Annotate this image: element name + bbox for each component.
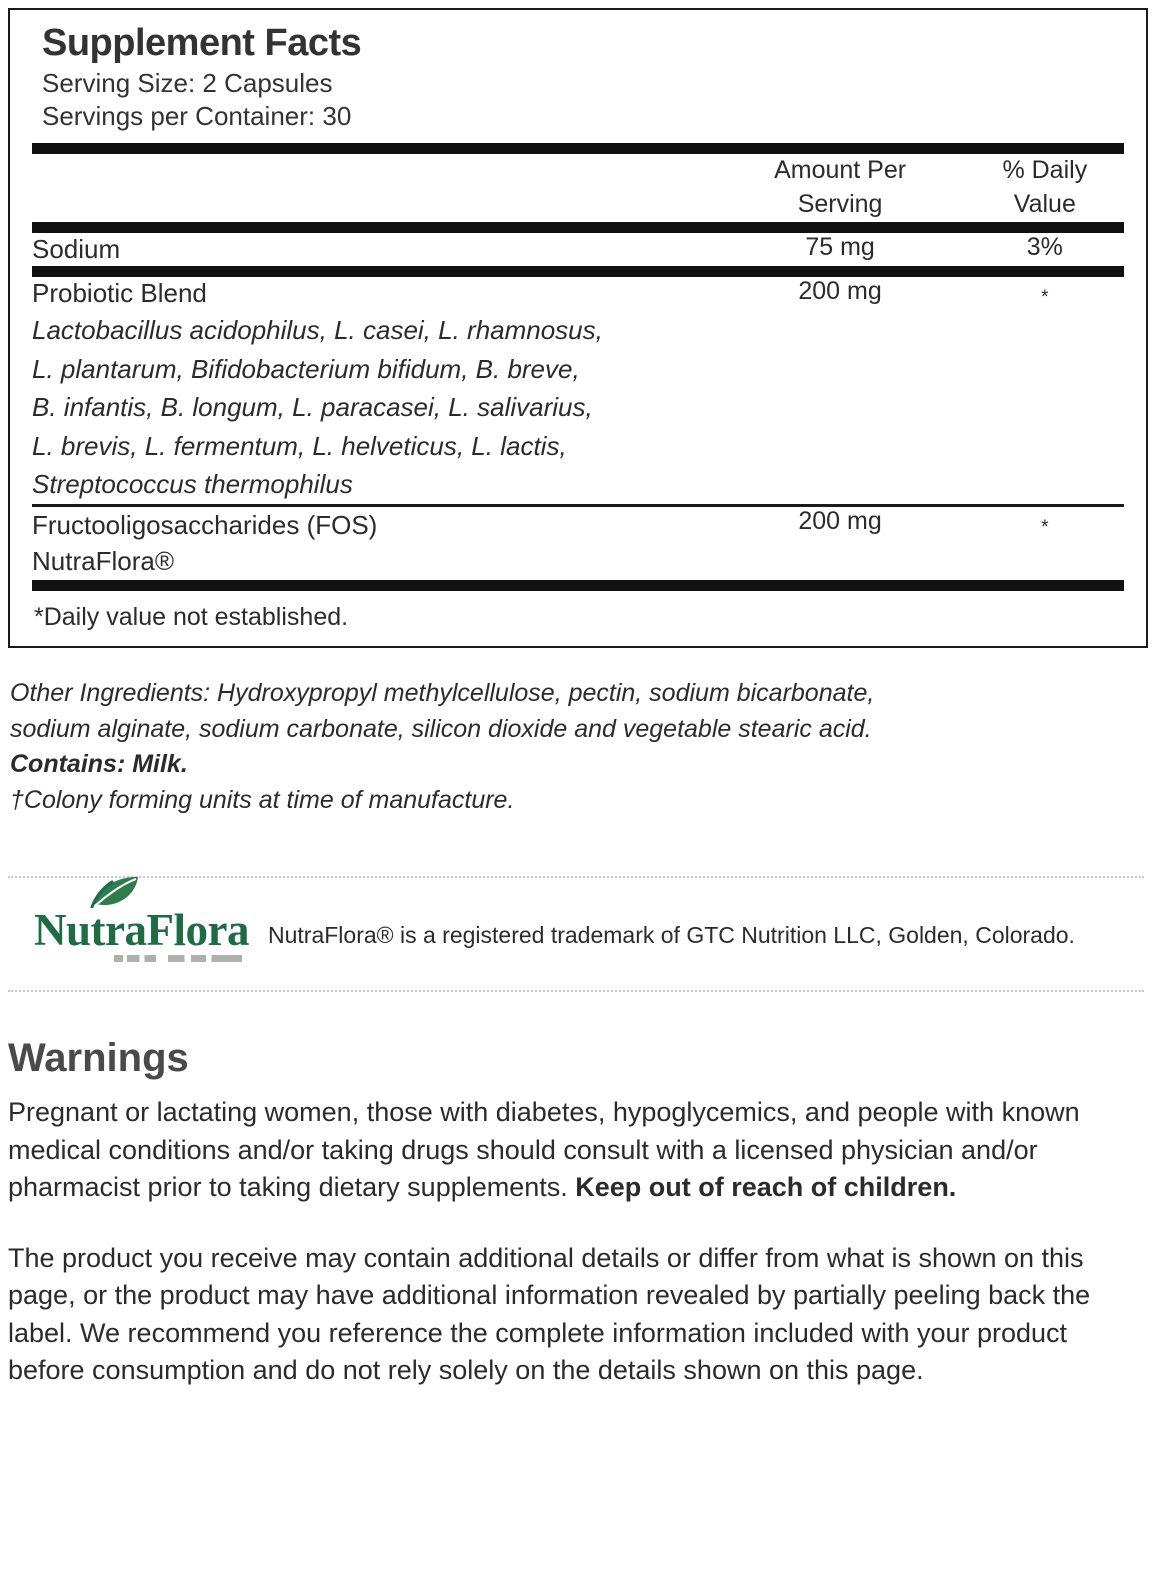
nutraflora-wordmark: NutraFlora (34, 905, 249, 956)
serving-size: Serving Size: 2 Capsules (42, 67, 333, 98)
allergen-contains: Contains: Milk. (10, 750, 188, 779)
warnings-paragraph-2: The product you receive may contain additional details or differ from what is shown on this page, or the product may have additional information revealed by partially peeling back the label. We recommend you reference the complete information included with your product before consumption and do not rely solely on the details shown on this page. (8, 1243, 1091, 1385)
supplement-facts-panel (8, 8, 1148, 648)
supplement-facts-title: Supplement Facts (42, 22, 362, 64)
probiotic-blend-name: Probiotic Blend (32, 278, 207, 309)
fos-row-table (32, 507, 1124, 581)
table-row (32, 277, 1124, 503)
servings-per-container: Servings per Container: 30 (42, 100, 352, 131)
daily-value-footnote: *Daily value not established. (34, 603, 349, 632)
other-ingredients-section (10, 676, 1144, 818)
strain-line: L. plantarum, Bifidobacterium bifidum, B. breve, (32, 353, 580, 384)
nutraflora-tagline (114, 955, 242, 962)
nutraflora-logo (34, 905, 249, 962)
strain-line: L. brevis, L. fermentum, L. helveticus, L. lactis, (32, 430, 567, 461)
nutrient-name: Sodium (32, 233, 121, 264)
divider-below-trademark (8, 990, 1144, 992)
fos-amount: 200 mg (798, 506, 882, 535)
rule-thick-bottom (32, 580, 1124, 591)
fos-name-cell (32, 507, 715, 581)
rule-thick-under-sodium (32, 266, 1124, 277)
header-spacer (32, 154, 715, 222)
warnings-heading: Warnings (8, 1036, 189, 1081)
warnings-section (0, 1036, 1158, 1389)
header-amount-line1: Amount Per (774, 156, 907, 185)
other-ingredients-line1: Other Ingredients: Hydroxypropyl methylcellulose, pectin, sodium bicarbonate, (10, 679, 875, 708)
header-amount-per-serving (715, 154, 966, 222)
warnings-paragraph-1 (8, 1094, 1142, 1206)
fos-name-line2: NutraFlora® (32, 546, 174, 577)
leaf-icon (90, 874, 142, 908)
table-header-row (32, 154, 1124, 222)
supplement-facts-table (32, 154, 1124, 222)
nutrient-rows-table (32, 233, 1124, 267)
table-row (32, 233, 1124, 267)
rule-thick-top (32, 143, 1124, 154)
trademark-text: NutraFlora® is a registered trademark of GTC Nutrition LLC, Golden, Colorado. (268, 922, 1075, 948)
probiotic-blend-table (32, 277, 1124, 503)
rule-thick-under-header (32, 222, 1124, 233)
other-ingredients-line2: sodium alginate, sodium carbonate, silicon dioxide and vegetable stearic acid. (10, 714, 872, 743)
cfu-dagger-note: †Colony forming units at time of manufacture. (10, 785, 515, 814)
fos-name-line1: Fructooligosaccharides (FOS) (32, 509, 378, 540)
strain-line: Lactobacillus acidophilus, L. casei, L. rhamnosus, (32, 315, 603, 346)
header-daily-value (966, 154, 1124, 222)
probiotic-blend-cell (32, 277, 715, 503)
nutrient-daily-value: 3% (1026, 232, 1063, 261)
strain-line: B. infantis, B. longum, L. paracasei, L. salivarius, (32, 392, 593, 423)
table-row (32, 507, 1124, 581)
header-dv-line2: Value (1013, 189, 1076, 218)
nutrient-amount: 75 mg (805, 232, 875, 261)
strain-line: Streptococcus thermophilus (32, 469, 353, 500)
probiotic-blend-daily-value: * (1041, 287, 1049, 309)
probiotic-strain-list (32, 311, 715, 503)
fos-daily-value: * (1041, 516, 1049, 538)
trademark-section (0, 878, 1158, 990)
warnings-text-normal: Pregnant or lactating women, those with diabetes, hypoglycemics, and people with known medical conditions and/or taking drugs should consult with a licensed physician and/or pharmacist prior to taking dietary supplements. (8, 1097, 1080, 1202)
header-dv-line1: % Daily (1002, 156, 1088, 185)
header-amount-line2: Serving (797, 189, 883, 218)
warnings-text-bold: Keep out of reach of children. (575, 1171, 957, 1202)
probiotic-blend-amount: 200 mg (798, 277, 882, 306)
